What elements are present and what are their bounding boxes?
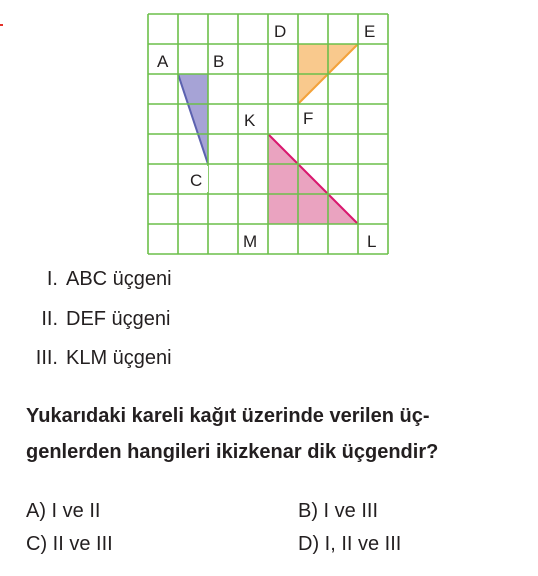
corner-mark [0, 24, 3, 26]
point-label-l: L [367, 232, 377, 251]
point-label-e: E [364, 22, 376, 41]
option-c[interactable]: C) II ve III [26, 533, 113, 555]
point-label-c: C [190, 171, 203, 190]
statement-number: III. [35, 347, 58, 369]
question-line-1: Yukarıdaki kareli kağıt üzerinde verilen üç- [26, 405, 430, 427]
statement-number: II. [41, 308, 58, 330]
question-line-2: genlerden hangileri ikizkenar dik üçgendir? [26, 441, 439, 463]
grid-svg [140, 10, 400, 260]
point-label-b: B [213, 52, 225, 71]
statement-number: I. [46, 268, 58, 290]
option-a[interactable]: A) I ve II [26, 500, 101, 522]
statement-text: KLM üçgeni [66, 347, 172, 369]
point-label-m: M [243, 232, 258, 251]
option-d[interactable]: D) I, II ve III [298, 533, 402, 555]
point-label-d: D [274, 22, 287, 41]
grid-figure [140, 10, 400, 260]
option-b[interactable]: B) I ve III [298, 500, 379, 522]
point-label-f: F [303, 109, 314, 128]
statement-text: ABC üçgeni [66, 268, 172, 290]
point-label-k: K [244, 111, 256, 130]
statement-text: DEF üçgeni [66, 308, 171, 330]
question-text [26, 398, 518, 470]
point-label-a: A [157, 52, 169, 71]
